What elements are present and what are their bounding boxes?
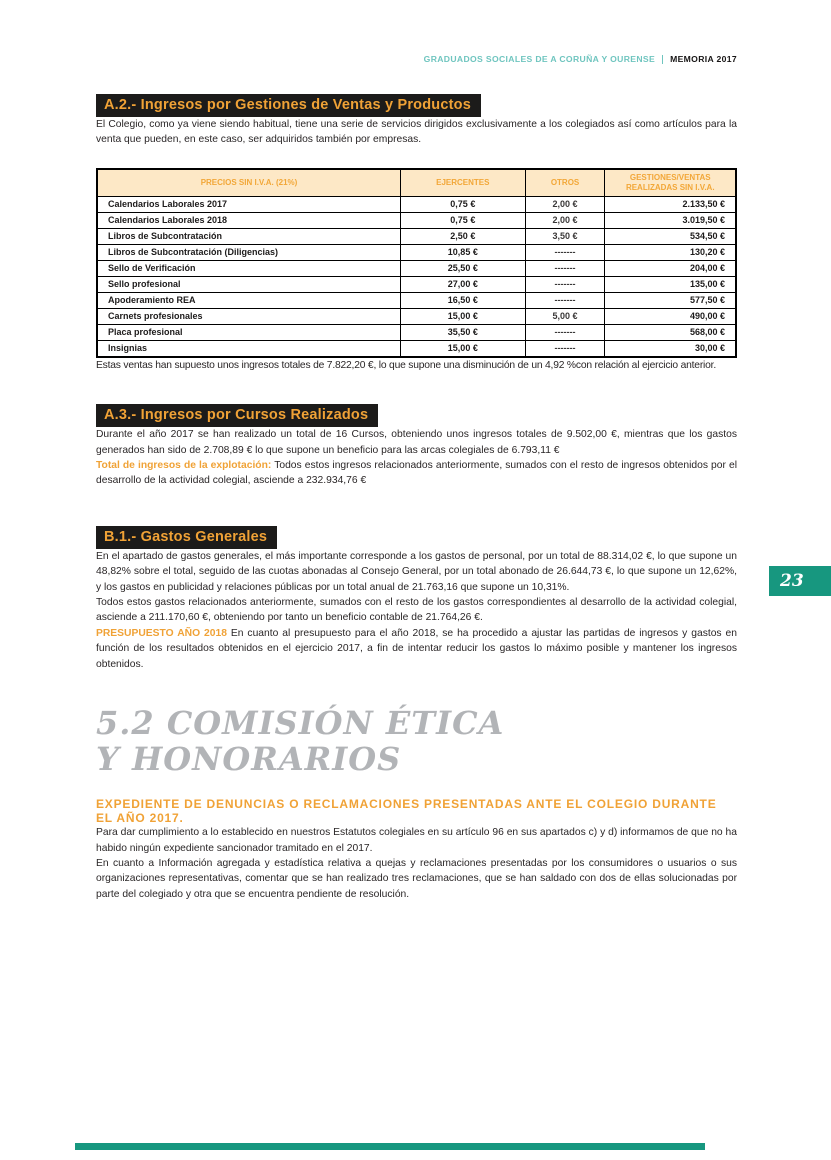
table-row — [97, 228, 736, 244]
product-name-cell: Calendarios Laborales 2018 — [97, 212, 401, 228]
price-cell: 3,50 € — [525, 228, 605, 244]
col-header-precios: PRECIOS SIN I.V.A. (21%) — [97, 169, 401, 197]
col-header-ejercentes: EJERCENTES — [401, 169, 526, 197]
document-title: MEMORIA 2017 — [670, 54, 737, 64]
price-cell: 568,00 € — [605, 324, 736, 340]
price-cell: 15,00 € — [401, 340, 526, 357]
price-cell: 10,85 € — [401, 244, 526, 260]
table-row — [97, 292, 736, 308]
budget-label: PRESUPUESTO AÑO 2018 — [96, 627, 227, 639]
organization-name: GRADUADOS SOCIALES DE A CORUÑA Y OURENSE — [423, 54, 656, 64]
price-cell: 30,00 € — [605, 340, 736, 357]
table-row — [97, 212, 736, 228]
price-cell: 15,00 € — [401, 308, 526, 324]
section-52-title — [96, 705, 737, 777]
product-name-cell: Libros de Subcontratación (Diligencias) — [97, 244, 401, 260]
budget-paragraph — [96, 626, 737, 672]
table-row — [97, 276, 736, 292]
price-cell: ------- — [525, 324, 605, 340]
total-income-label: Total de ingresos de la explotación: — [96, 460, 272, 472]
page-number-tab: 23 — [769, 566, 831, 596]
price-table-body — [97, 196, 736, 357]
price-cell: 204,00 € — [605, 260, 736, 276]
complaints-paragraph-2: En cuanto a Información agregada y estadística relativa a quejas y reclamaciones presentadas por los consumidores o usuarios o sus organizaciones representativas, comentar que se han realizado tres reclamaciones, que se han saldado con dos de ellas solucionadas por parte del colegiado y otra que se encuentra pendiente de resolución. — [96, 857, 737, 900]
price-cell: 2.133,50 € — [605, 196, 736, 212]
price-cell: 0,75 € — [401, 196, 526, 212]
price-cell: 490,00 € — [605, 308, 736, 324]
price-cell: ------- — [525, 292, 605, 308]
section-b1-paragraph-2: Todos estos gastos relacionados anteriormente, sumados con el resto de los gastos correspondientes al desarrollo de la actividad colegial, asciende a 211.170,60 €, obteniendo por tanto un beneficio contable de 21.764,26 €. — [96, 597, 737, 624]
price-table-header — [97, 169, 736, 197]
sales-note: Estas ventas han supuesto unos ingresos totales de 7.822,20 €, lo que supone una disminución de un 4,92 %con relación al ejercicio anterior. — [96, 359, 716, 371]
table-row — [97, 340, 736, 357]
product-name-cell: Sello profesional — [97, 276, 401, 292]
section-a3-title: A.3.- Ingresos por Cursos Realizados — [96, 404, 378, 427]
total-income-paragraph — [96, 458, 737, 489]
price-cell: 3.019,50 € — [605, 212, 736, 228]
price-cell: ------- — [525, 244, 605, 260]
product-name-cell: Carnets profesionales — [97, 308, 401, 324]
col-header-gestiones: GESTIONES/VENTAS REALIZADAS SIN I.V.A. — [605, 169, 736, 197]
price-cell: 130,20 € — [605, 244, 736, 260]
price-table — [96, 168, 737, 358]
complaints-paragraph-1: Para dar cumplimiento a lo establecido en nuestros Estatutos colegiales en su artículo 96 en sus apartados c) y d) informamos de que no ha habido ningún expediente sancionador tramitado en el 2017. — [96, 827, 737, 854]
price-cell: 2,00 € — [525, 212, 605, 228]
complaints-subtitle: EXPEDIENTE DE DENUNCIAS O RECLAMACIONES PRESENTADAS ANTE EL COLEGIO DURANTE EL AÑO 2017. — [96, 797, 717, 826]
table-row — [97, 324, 736, 340]
price-cell: 16,50 € — [401, 292, 526, 308]
product-name-cell: Sello de Verificación — [97, 260, 401, 276]
section-52-title-line2: Y HONORARIOS — [96, 740, 402, 779]
price-cell: 0,75 € — [401, 212, 526, 228]
page-content — [96, 0, 737, 902]
product-name-cell: Apoderamiento REA — [97, 292, 401, 308]
budget-text: En cuanto al presupuesto para el año 2018, se ha procedido a ajustar las partidas de ingresos y gastos en función de los resultados obtenidos en el ejercicio 2017, a fin de intentar reducir los gastos lo máximo posible y mantener los ingresos obtenidos. — [96, 627, 737, 670]
table-row — [97, 308, 736, 324]
price-cell: 577,50 € — [605, 292, 736, 308]
product-name-cell: Libros de Subcontratación — [97, 228, 401, 244]
price-cell: ------- — [525, 276, 605, 292]
col-header-otros: OTROS — [525, 169, 605, 197]
table-row — [97, 260, 736, 276]
price-cell: 534,50 € — [605, 228, 736, 244]
price-cell: 35,50 € — [401, 324, 526, 340]
product-name-cell: Placa profesional — [97, 324, 401, 340]
section-b1-title: B.1.- Gastos Generales — [96, 526, 277, 549]
section-b1-paragraph-1: En el apartado de gastos generales, el más importante corresponde a los gastos de personal, por un total de 88.314,02 €, lo que supone un 48,82% sobre el total, seguido de las cuotas abonadas al Consejo General, por un total abonado de 26.644,73 €, lo que supone un 12,62%, y los gastos en publicidad y relaciones públicas por un total anual de 21.763,16 que supone un 10,31%. — [96, 550, 737, 593]
price-cell: 2,00 € — [525, 196, 605, 212]
price-cell: 2,50 € — [401, 228, 526, 244]
price-cell: ------- — [525, 260, 605, 276]
footer-accent-bar — [75, 1143, 705, 1150]
product-name-cell: Insignias — [97, 340, 401, 357]
price-cell: ------- — [525, 340, 605, 357]
table-row — [97, 244, 736, 260]
section-52-title-line1: 5.2 COMISIÓN ÉTICA — [96, 704, 505, 743]
total-income-text: Todos estos ingresos relacionados anteriormente, sumados con el resto de ingresos obtenidos por el desarrollo de la actividad colegial, asciende a 232.934,76 € — [96, 460, 737, 487]
section-a2-intro: El Colegio, como ya viene siendo habitual, tiene una serie de servicios dirigidos exclusivamente a los colegiados así como artículos para la venta que pueden, en este caso, ser adquiridos también por empresas. — [96, 119, 737, 146]
product-name-cell: Calendarios Laborales 2017 — [97, 196, 401, 212]
price-cell: 5,00 € — [525, 308, 605, 324]
table-row — [97, 196, 736, 212]
price-cell: 135,00 € — [605, 276, 736, 292]
price-cell: 25,50 € — [401, 260, 526, 276]
section-a2-title: A.2.- Ingresos por Gestiones de Ventas y Productos — [96, 94, 481, 117]
section-a3-paragraph: Durante el año 2017 se han realizado un total de 16 Cursos, obteniendo unos ingresos totales de 9.502,00 €, mientras que los gastos generados han sido de 2.708,89 € lo que supone un beneficio para las arcas colegiales de 6.793,11 € — [96, 429, 737, 456]
price-cell: 27,00 € — [401, 276, 526, 292]
